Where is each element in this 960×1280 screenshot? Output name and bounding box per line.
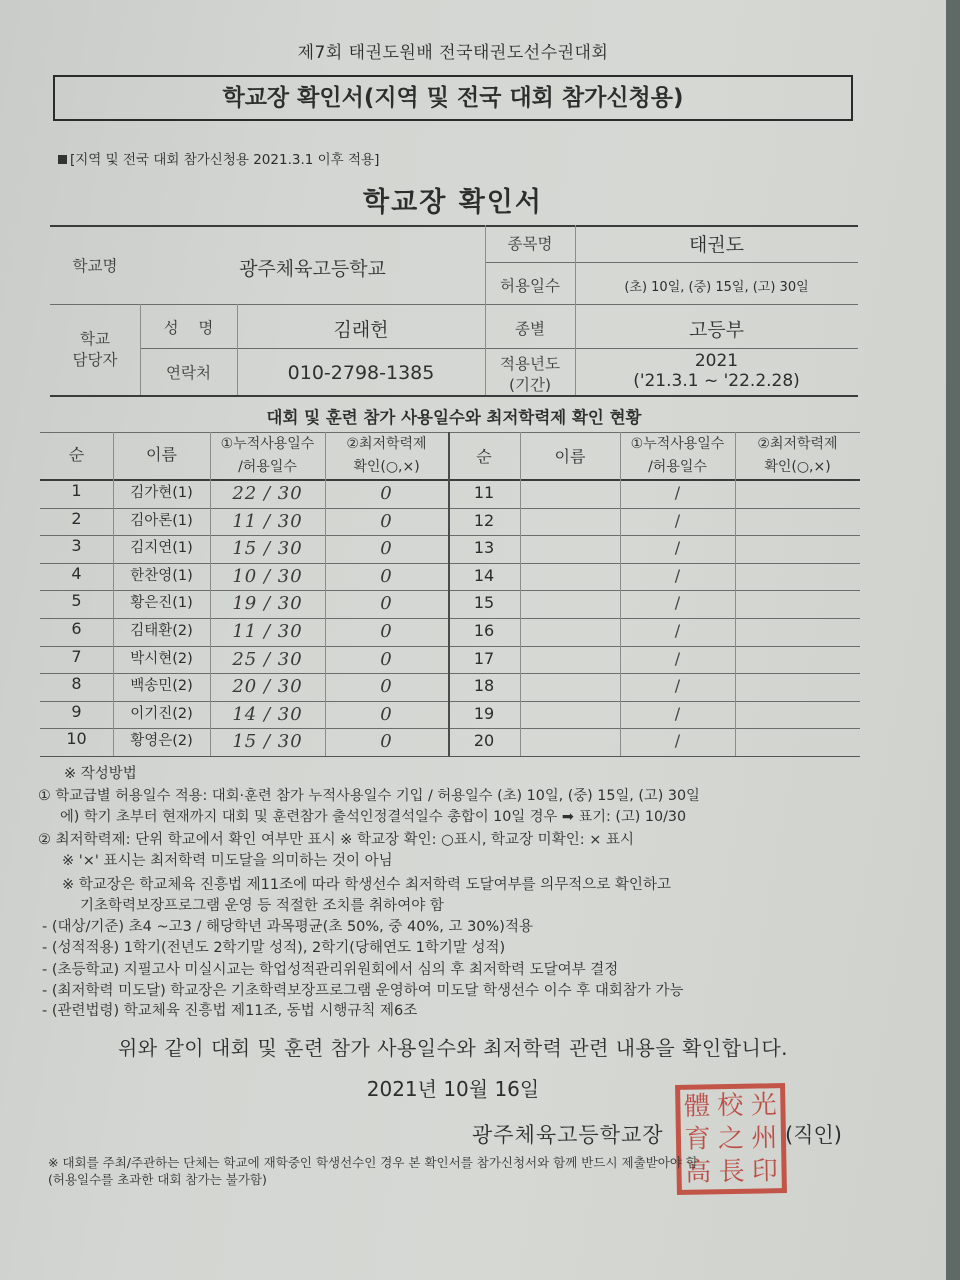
- used-days: 19 / 30: [232, 593, 303, 614]
- instructions-heading: ※ 작성방법: [64, 766, 137, 782]
- instruction-line: - (관련법령) 학교체육 진흥법 제11조, 동법 시행규칙 제6조: [42, 1003, 418, 1019]
- min-academic-check: 0: [380, 483, 393, 504]
- row-number: 4: [71, 564, 82, 583]
- min-academic-check: 0: [380, 538, 393, 559]
- min-academic-check: 0: [380, 593, 393, 614]
- row-number: 15: [473, 593, 495, 612]
- row-number: 1: [71, 481, 82, 500]
- info-top-border: [50, 225, 858, 227]
- info-line: [485, 262, 858, 263]
- row-number: 16: [473, 621, 495, 640]
- allowed-days-value: (초) 10일, (중) 15일, (고) 30일: [624, 280, 809, 295]
- info-line: [50, 304, 858, 305]
- instruction-line: ※ '×' 표시는 최저학력 미도달을 의미하는 것이 아님: [62, 853, 393, 869]
- form-title: 학교장 확인서: [363, 187, 543, 218]
- table-title: 대회 및 훈련 참가 사용일수와 최저학력제 확인 현황: [266, 408, 642, 427]
- min-academic-check: 0: [380, 704, 393, 725]
- student-name: 김지연(1): [130, 540, 193, 556]
- student-name: 박시현(2): [130, 651, 193, 667]
- student-name: 황은진(1): [130, 595, 193, 611]
- instruction-line: - (대상/기준) 초4 ~고3 / 해당학년 과목평균(초 50%, 중 40%, 고 30%)적용: [42, 919, 533, 935]
- instruction-line: 기초학력보장프로그램 운영 등 적절한 조치를 취하여야 함: [80, 898, 444, 914]
- period-label-1: 적용년도: [500, 355, 560, 373]
- table-col-line: [735, 432, 736, 756]
- student-name: 김태환(2): [130, 623, 193, 639]
- header-min-left-1: ②최저학력제: [346, 436, 427, 452]
- header-name-left: 이름: [146, 445, 177, 464]
- header-min-left-2: 확인(○,×): [353, 459, 420, 475]
- used-days: 15 / 30: [232, 538, 303, 559]
- row-number: 10: [66, 729, 87, 748]
- allowed-days-label: 허용일수: [500, 277, 560, 295]
- division-value: 고등부: [688, 319, 745, 341]
- info-line: [485, 348, 858, 349]
- row-number: 5: [71, 591, 82, 610]
- row-number: 12: [473, 511, 495, 530]
- min-academic-check: 0: [380, 566, 393, 587]
- instruction-line: ② 최저학력제: 단위 학교에서 확인 여부만 표시 ※ 학교장 확인: ○표시, 학교장 미확인: × 표시: [38, 832, 634, 848]
- empty-days-slash: /: [674, 593, 681, 612]
- instruction-line: - (초등학교) 지필고사 미실시교는 학업성적관리위원회에서 심의 후 최저학력 도달여부 결정: [42, 962, 619, 978]
- row-number: 19: [473, 704, 495, 723]
- row-number: 17: [473, 649, 495, 668]
- student-name: 황영은(2): [130, 733, 193, 749]
- contact-name-label: 성 명: [163, 319, 214, 337]
- empty-days-slash: /: [674, 621, 681, 640]
- used-days: 15 / 30: [232, 731, 303, 752]
- school-name-value: 광주체육고등학교: [239, 258, 386, 280]
- official-seal-stamp: 體 校 光 育 之 州 高 長 印: [675, 1083, 787, 1195]
- header-days-right-1: ①누적사용일수: [630, 436, 725, 452]
- used-days: 11 / 30: [232, 621, 303, 642]
- period-range: ('21.3.1 ~ '22.2.28): [633, 371, 800, 391]
- table-row-line: [40, 756, 860, 757]
- row-number: 9: [71, 702, 82, 721]
- instruction-line: ※ 학교장은 학교체육 진흥법 제11조에 따라 학생선수 최저학력 도달여부를 의무적으로 확인하고: [62, 877, 671, 893]
- student-name: 김가현(1): [130, 485, 193, 501]
- instruction-line: ① 학교급별 허용일수 적용: 대회·훈련 참가 누적사용일수 기입 / 허용일수 (초) 10일, (중) 15일, (고) 30일: [38, 788, 700, 804]
- square-bullet-icon: [58, 155, 67, 164]
- issue-date: 2021년 10월 16일: [366, 1077, 540, 1101]
- row-number: 14: [473, 566, 495, 585]
- used-days: 11 / 30: [232, 511, 303, 532]
- seal-mark: (직인): [785, 1123, 842, 1147]
- header-days-left-1: ①누적사용일수: [220, 436, 315, 452]
- student-name: 이기진(2): [130, 706, 193, 722]
- instruction-line: 에) 학기 초부터 현재까지 대회 및 훈련참가 출석인정결석일수 총합이 10일 경우 ➡ 표기: (고) 10/30: [60, 809, 687, 825]
- min-academic-check: 0: [380, 621, 393, 642]
- contact-name-value: 김래헌: [333, 319, 389, 341]
- used-days: 25 / 30: [232, 649, 303, 670]
- row-number: 13: [473, 538, 495, 557]
- empty-days-slash: /: [674, 511, 681, 530]
- empty-days-slash: /: [674, 731, 681, 750]
- row-number: 18: [473, 676, 495, 695]
- header-no-right: 순: [476, 447, 492, 466]
- student-name: 한찬영(1): [130, 568, 193, 584]
- confirmation-statement: 위와 같이 대회 및 훈련 참가 사용일수와 최저학력 관련 내용을 확인합니다.: [117, 1036, 789, 1060]
- info-bottom-border: [50, 395, 858, 397]
- school-name-label: 학교명: [72, 257, 118, 275]
- header-min-right-2: 확인(○,×): [764, 459, 831, 475]
- document-title-box: 학교장 확인서(지역 및 전국 대회 참가신청용): [53, 75, 853, 121]
- contact-phone-value: 010-2798-1385: [287, 362, 435, 384]
- header-min-right-1: ②최저학력제: [757, 436, 838, 452]
- instruction-line: - (최저학력 미도달) 학교장은 기초학력보장프로그램 운영하여 미도달 학생선수 이수 후 대회참가 가능: [42, 983, 684, 999]
- footer-note: ※ 대회를 주최/주관하는 단체는 학교에 재학중인 학생선수인 경우 본 확인서를 참가신청서와 함께 반드시 제출받아야 함: [48, 1155, 698, 1170]
- student-name: 백송민(2): [130, 678, 193, 694]
- header-days-right-2: /허용일수: [648, 459, 707, 475]
- footer-note: (허용일수를 초과한 대회 참가는 불가함): [48, 1172, 267, 1187]
- contact-label-1: 학교: [80, 330, 110, 348]
- min-academic-check: 0: [380, 649, 393, 670]
- header-no-left: 순: [68, 445, 85, 464]
- row-number: 6: [71, 619, 82, 638]
- event-title: 제7회 태권도원배 전국태권도선수권대회: [297, 43, 609, 63]
- sport-value: 태권도: [688, 234, 745, 256]
- row-number: 7: [71, 647, 82, 666]
- header-days-left-2: /허용일수: [238, 459, 297, 475]
- row-number: 2: [71, 509, 82, 528]
- info-line: [140, 348, 485, 349]
- empty-days-slash: /: [674, 566, 681, 585]
- student-name: 김아론(1): [130, 513, 193, 529]
- empty-days-slash: /: [674, 538, 681, 557]
- row-number: 11: [473, 483, 495, 502]
- sport-label: 종목명: [507, 235, 553, 253]
- principal-signature-line: 광주체육고등학교장: [472, 1123, 664, 1147]
- period-label-2: (기간): [508, 376, 552, 394]
- empty-days-slash: /: [674, 649, 681, 668]
- empty-days-slash: /: [674, 704, 681, 723]
- empty-days-slash: /: [674, 676, 681, 695]
- used-days: 14 / 30: [232, 704, 303, 725]
- contact-phone-label: 연락처: [166, 364, 211, 382]
- period-year: 2021: [694, 351, 739, 371]
- instruction-line: - (성적적용) 1학기(전년도 2학기말 성적), 2학기(당해연도 1학기말 성적): [42, 940, 506, 956]
- row-number: 3: [71, 536, 82, 555]
- header-name-right: 이름: [554, 447, 586, 466]
- used-days: 22 / 30: [232, 483, 303, 504]
- application-note: [지역 및 전국 대회 참가신청용 2021.3.1 이후 적용]: [58, 148, 379, 168]
- min-academic-check: 0: [380, 731, 393, 752]
- used-days: 20 / 30: [232, 676, 303, 697]
- division-label: 종별: [515, 320, 545, 338]
- min-academic-check: 0: [380, 676, 393, 697]
- used-days: 10 / 30: [232, 566, 303, 587]
- empty-days-slash: /: [674, 483, 681, 502]
- row-number: 8: [71, 674, 82, 693]
- contact-label-2: 담당자: [72, 351, 118, 369]
- table-col-line: [520, 432, 521, 756]
- min-academic-check: 0: [380, 511, 393, 532]
- row-number: 20: [473, 731, 495, 750]
